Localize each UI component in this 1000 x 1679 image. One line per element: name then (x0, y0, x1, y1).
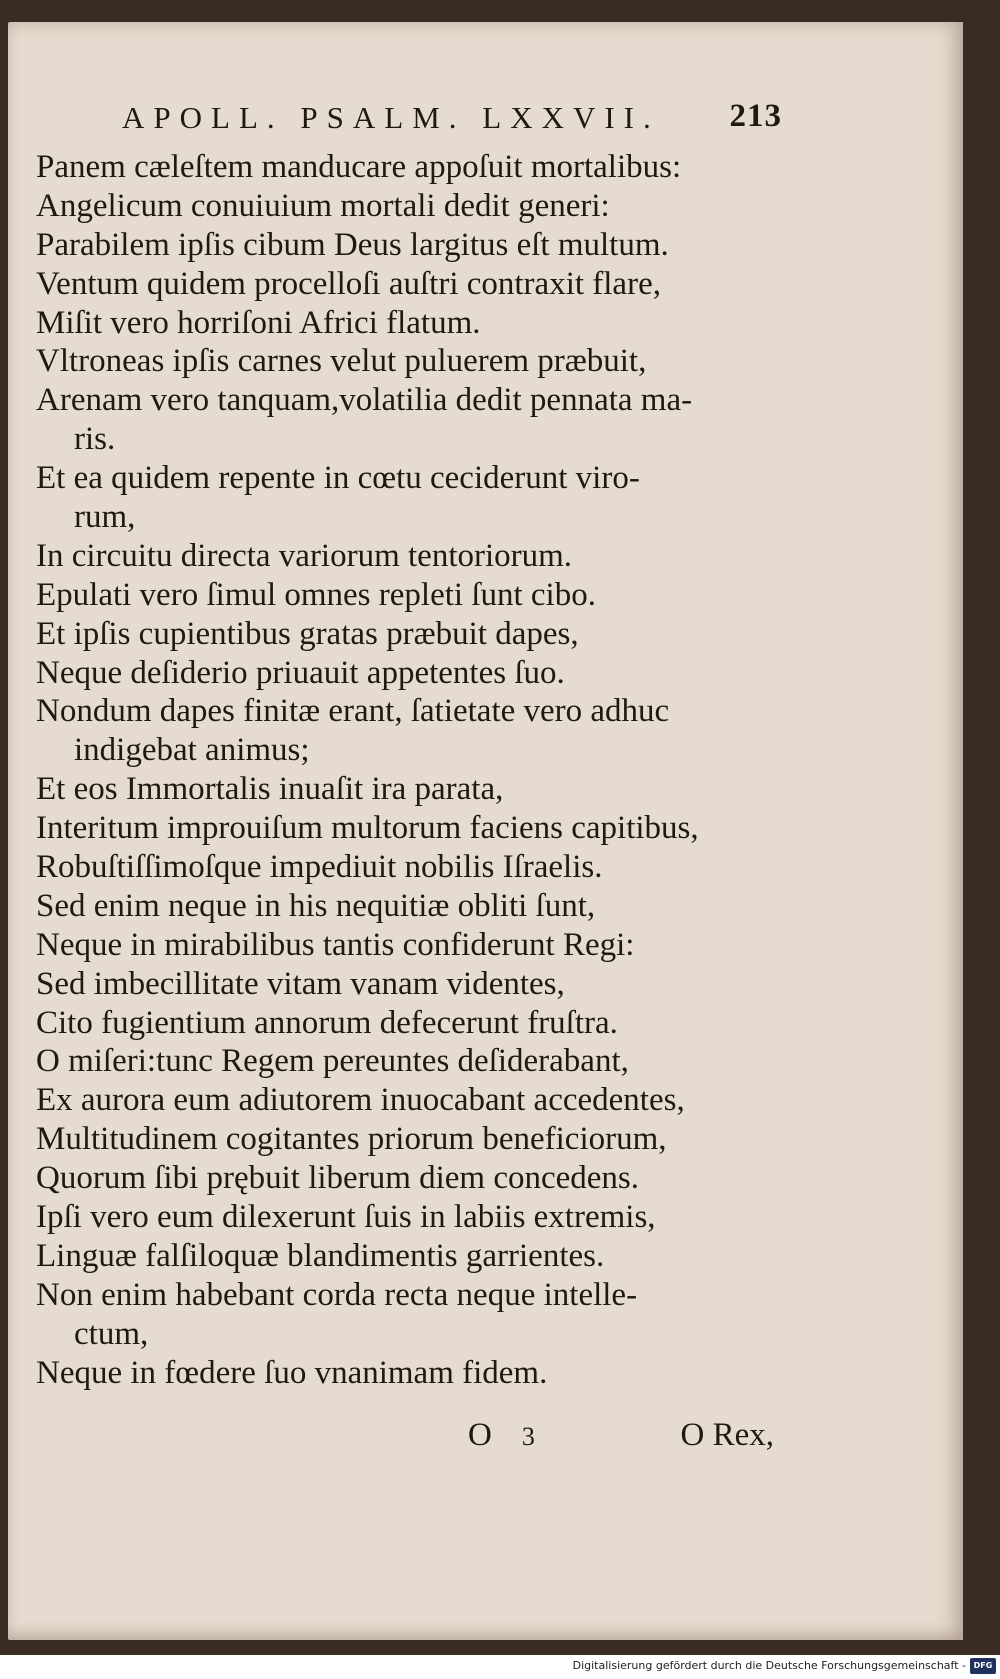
page-number: 213 (729, 98, 782, 134)
verse-line: Arenam vero tanquam,volatilia dedit pennata ma- (36, 382, 693, 419)
verse-line: Ipſi vero eum dilexerunt ſuis in labiis extremis, (36, 1199, 656, 1236)
verse-line: Et eos Immortalis inuaſit ira parata, (36, 771, 504, 808)
signature-mark (468, 1417, 537, 1454)
verse-line: Cito fugientium annorum defecerunt fruſtra. (36, 1004, 618, 1041)
page-header (122, 100, 782, 140)
verse-line: Linguæ falſiloquæ blandimentis garrientes. (36, 1237, 605, 1274)
verse-line: Robuſtiſſimoſque impediuit nobilis Iſraelis. (36, 849, 603, 886)
verse-line: Non enim habebant corda recta neque intelle- (36, 1276, 638, 1313)
catchword: O Rex, (680, 1417, 774, 1453)
verse-line: Sed imbecillitate vitam vanam videntes, (36, 965, 565, 1002)
verse-line: Ventum quidem procelloſi auſtri contraxit flare, (36, 265, 661, 302)
verse-line-continuation: rum, (74, 499, 136, 536)
verse-line: Multitudinem cogitantes priorum beneficiorum, (36, 1121, 667, 1158)
verse-line-continuation: ris. (74, 421, 116, 458)
verse-line: O miſeri:tunc Regem pereuntes deſiderabant, (36, 1043, 629, 1080)
verse-line: Parabilem ipſis cibum Deus largitus eſt multum. (36, 226, 669, 263)
verse-line: Et ipſis cupientibus gratas præbuit dapes, (36, 615, 579, 652)
verse-line: Neque deſiderio priuauit appetentes ſuo. (36, 654, 565, 691)
verse-line: Quorum ſibi prębuit liberum diem concedens. (36, 1160, 640, 1197)
digitization-credit: Digitalisierung gefördert durch die Deutsche Forschungsgemeinschaft - (572, 1659, 966, 1672)
credit-bar (0, 1655, 1000, 1679)
running-head: APOLL. PSALM. LXXVII. (122, 100, 660, 135)
verse-line: Ex aurora eum adiutorem inuocabant accedentes, (36, 1082, 685, 1119)
verse-line: Panem cæleſtem manducare appoſuit mortalibus: (36, 149, 682, 185)
verse-line-continuation: ctum, (74, 1315, 149, 1352)
verse-line: Neque in fœdere ſuo vnanimam fidem. (36, 1354, 548, 1391)
dfg-logo: DFG (970, 1658, 996, 1674)
verse-line: Miſit vero horriſoni Africi flatum. (36, 304, 481, 341)
signature-letter: O (468, 1417, 494, 1453)
page-footer (0, 1417, 1000, 1457)
verse-line: Neque in mirabilibus tantis confiderunt Regi: (36, 926, 635, 963)
verse-line: Sed enim neque in his nequitiæ obliti ſunt, (36, 887, 596, 924)
verse-line: Angelicum conuiuium mortali dedit generi: (36, 187, 610, 224)
verse-line: Nondum dapes finitæ erant, ſatietate vero adhuc (36, 693, 670, 730)
verse-line-continuation: indigebat animus; (74, 732, 310, 769)
verse-line: Vltroneas ipſis carnes velut puluerem præbuit, (36, 343, 647, 380)
verse-line: In circuitu directa variorum tentoriorum. (36, 537, 573, 574)
verse-line: Et ea quidem repente in cœtu ceciderunt viro- (36, 460, 640, 497)
verse-text-block (36, 148, 781, 1393)
signature-number: 3 (521, 1422, 537, 1451)
verse-line: Interitum improuiſum multorum faciens capitibus, (36, 810, 699, 847)
verse-line: Epulati vero ſimul omnes repleti ſunt cibo. (36, 576, 596, 613)
